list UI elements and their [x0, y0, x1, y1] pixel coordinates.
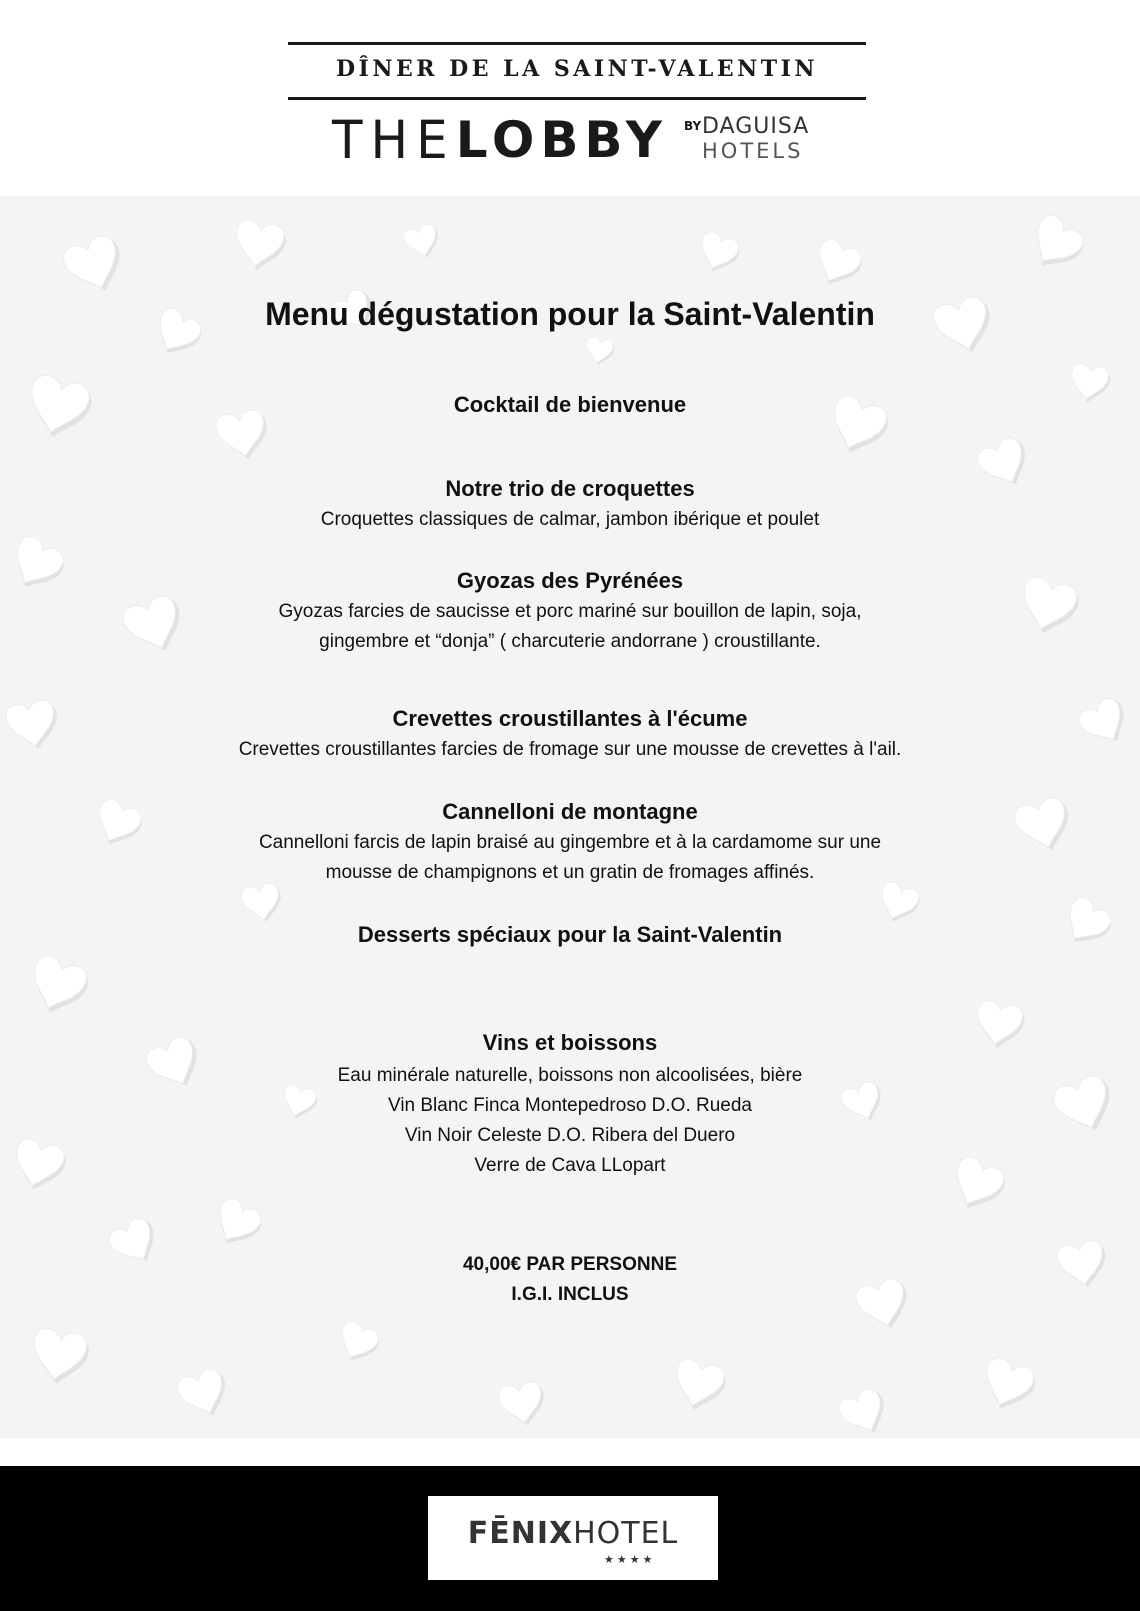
course-description: Gyozas farcies de saucisse et porc mariné sur bouillon de lapin, soja,: [278, 601, 862, 622]
course-description: Croquettes classiques de calmar, jambon ibérique et poulet: [320, 509, 820, 530]
logo-the: THE: [332, 109, 456, 171]
course-name: Crevettes croustillantes à l'écume: [392, 706, 748, 731]
course-description: Eau minérale naturelle, boissons non alcoolisées, bière: [337, 1065, 803, 1086]
header-top-rule: [288, 42, 866, 45]
course-description: Vin Blanc Finca Montepedroso D.O. Rueda: [387, 1095, 752, 1116]
fenix-hotel-logo: [428, 1496, 718, 1580]
course-name: Notre trio de croquettes: [445, 476, 695, 501]
course-name: Cocktail de bienvenue: [453, 392, 687, 417]
footer: [0, 1466, 1140, 1611]
course-name: Desserts spéciaux pour la Saint-Valentin: [357, 922, 783, 947]
course-description: Vin Noir Celeste D.O. Ribera del Duero: [404, 1125, 736, 1146]
logo-lobby: LOBBY: [455, 111, 669, 169]
logo-hotels: HOTELS: [702, 139, 804, 163]
logo-by: BY: [684, 119, 702, 133]
course-description: Crevettes croustillantes farcies de fromage sur une mousse de crevettes à l'ail.: [238, 739, 902, 760]
fenix-hotel-name: [428, 1516, 718, 1551]
header-bottom-rule: [288, 97, 866, 100]
hotel-stars-rating: ★★★★: [604, 1553, 656, 1566]
course-name: Gyozas des Pyrénées: [456, 568, 684, 593]
price-per-person: 40,00€ PAR PERSONNE: [462, 1254, 677, 1275]
event-title: DÎNER DE LA SAINT-VALENTIN: [335, 56, 819, 82]
logo-daguisa: DAGUISA: [702, 114, 810, 139]
header: [0, 0, 1140, 196]
the-lobby-logo: [332, 109, 810, 171]
course-name: Vins et boissons: [482, 1030, 658, 1055]
tax-included-note: I.G.I. INCLUS: [511, 1284, 629, 1305]
course-description: gingembre et “donja” ( charcuterie andorrane ) croustillante.: [319, 631, 821, 652]
course-description: Cannelloni farcis de lapin braisé au gingembre et à la cardamome sur une: [258, 832, 882, 853]
logo-fenix: FĒNIX: [467, 1516, 574, 1551]
logo-hotel: HOTEL: [573, 1516, 679, 1551]
course-name: Cannelloni de montagne: [442, 799, 698, 824]
footer-separator: [0, 1438, 1140, 1466]
menu-content: [0, 196, 1140, 1438]
course-description: mousse de champignons et un gratin de fromages affinés.: [325, 862, 815, 883]
course-description: Verre de Cava LLopart: [474, 1155, 666, 1176]
menu-title: Menu dégustation pour la Saint-Valentin: [265, 296, 875, 332]
